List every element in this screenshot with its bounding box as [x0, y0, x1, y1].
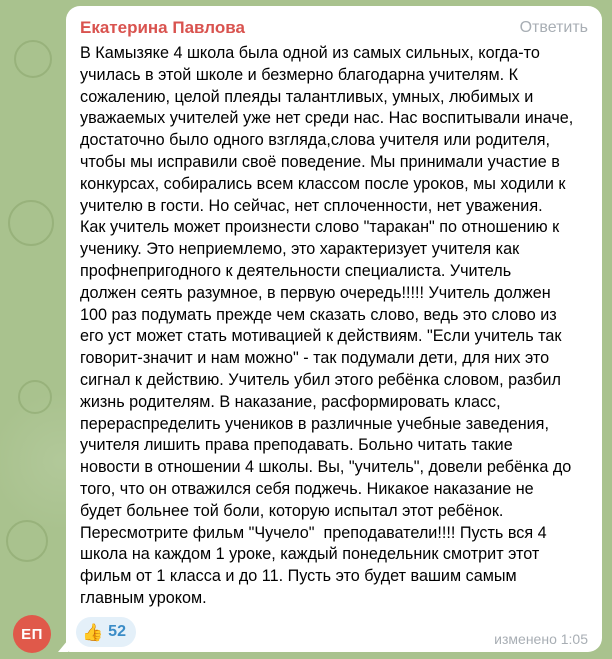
background-doodle [18, 380, 52, 414]
message-bubble[interactable] [66, 6, 602, 652]
reaction-chip[interactable] [76, 617, 136, 647]
thumbs-up-icon: 👍 [82, 622, 104, 642]
background-doodle [8, 200, 54, 246]
reply-button[interactable]: Ответить [519, 19, 588, 36]
message-time: 1:05 [560, 631, 588, 647]
message-text: В Камызяке 4 школа была одной из самых сильных, когда-то училась в этой школе и безмерно благодарна учителям. К сожалению, целой плеяды талантливых, умных, любимых и уважаемых учителей уже нет среди нас. Нас воспитывали иначе, достаточно было одного взгляда,слова учителя или родителя, чтобы мы исправили своё поведение. Мы принимали участие в конкурсах, собирались всем классом после уроков, мы ходили к учителю в гости. Но сейчас, нет сплоченности, нет уважения. Как учитель может произнести слово "таракан" по отношению к ученику. Это неприемлемо, это характеризует учителя как профнепригодного к деятельности специалиста. Учитель должен сеять разумное, в первую очередь!!!!! Учитель должен 100 раз подумать прежде чем сказать слово, ведь это слово из его уст может стать мотивацией к действиям. "Если учитель так говорит-значит и нам можно" - так подумали дети, для них это сигнал к действию. Учитель убил этого ребёнка словом, разбил жизнь родителям. В наказание, расформировать класс, перераспределить учеников в различные учебные заведения, учителя лишить права преподавать. Больно читать такие новости в отношении 4 школы. Вы, "учитель", довели ребёнка до того, что он отважился себя поджечь. Никакое наказание не будет больнее той боли, которую испытал этот ребёнок. Пересмотрите фильм "Чучело" преподаватели!!!! Пусть вся 4 школа на каждом 1 уроке, каждый понедельник смотрит этот фильм от 1 класса и до 11. Пусть это будет вашим самым главным уроком. [80, 44, 574, 607]
message-meta [494, 631, 588, 647]
message-author[interactable]: Екатерина Павлова [80, 18, 245, 37]
avatar-initials: ЕП [21, 625, 43, 643]
background-doodle [6, 520, 48, 562]
edited-label: изменено [494, 631, 557, 647]
sender-avatar[interactable] [13, 615, 51, 653]
reaction-count: 52 [108, 623, 126, 640]
background-doodle [14, 40, 52, 78]
